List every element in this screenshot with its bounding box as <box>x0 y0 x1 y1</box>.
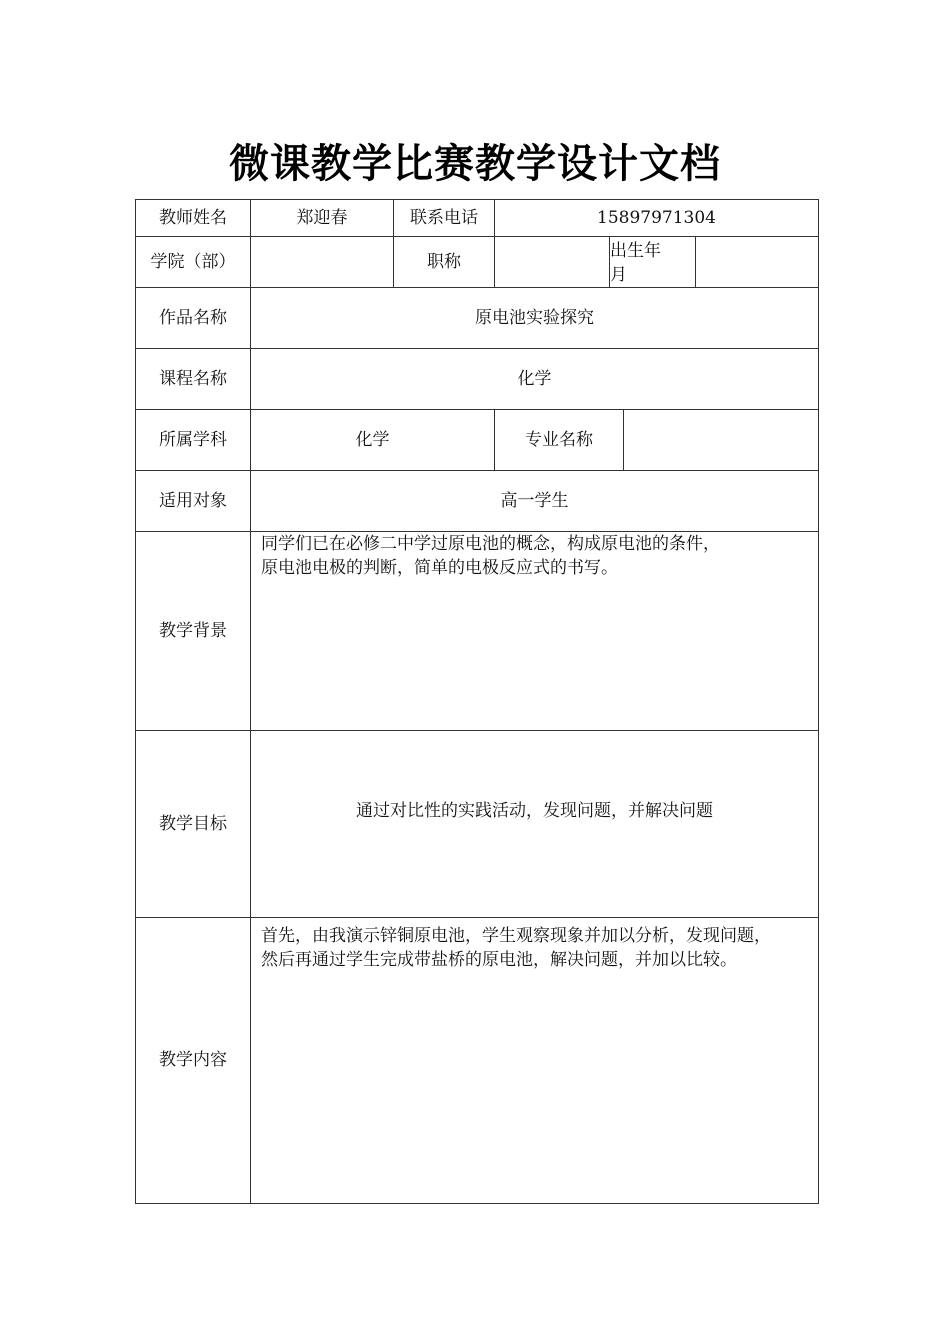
background-line-1: 同学们已在必修二中学过原电池的概念，构成原电池的条件， <box>261 534 720 554</box>
background-line-2: 原电池电极的判断，简单的电极反应式的书写。 <box>261 558 618 578</box>
subject-value: 化学 <box>250 409 495 471</box>
background-label: 教学背景 <box>135 531 251 731</box>
college-label: 学院（部） <box>135 236 251 288</box>
document-title: 微课教学比赛教学设计文档 <box>229 141 721 187</box>
birth-value <box>695 236 819 288</box>
content-value <box>250 917 819 1204</box>
birth-label-line1: 出生年 <box>610 241 661 261</box>
teacher-name-label: 教师姓名 <box>135 199 251 237</box>
major-label: 专业名称 <box>494 409 624 471</box>
phone-value: 15897971304 <box>494 199 819 237</box>
content-line-2: 然后再通过学生完成带盐桥的原电池，解决问题，并加以比较。 <box>261 950 737 970</box>
teacher-name-value: 郑迎春 <box>250 199 394 237</box>
subject-label: 所属学科 <box>135 409 251 471</box>
work-name-label: 作品名称 <box>135 287 251 349</box>
major-value <box>623 409 819 471</box>
goal-label: 教学目标 <box>135 730 251 918</box>
course-name-value: 化学 <box>250 348 819 410</box>
goal-value: 通过对比性的实践活动，发现问题，并解决问题 <box>250 730 819 918</box>
title-label: 职称 <box>393 236 495 288</box>
work-name-value: 原电池实验探究 <box>250 287 819 349</box>
content-label: 教学内容 <box>135 917 251 1204</box>
audience-value: 高一学生 <box>250 470 819 532</box>
audience-label: 适用对象 <box>135 470 251 532</box>
course-name-label: 课程名称 <box>135 348 251 410</box>
birth-label-line2: 月 <box>610 265 627 285</box>
birth-label <box>609 236 696 288</box>
background-value <box>250 531 819 731</box>
title-value <box>494 236 610 288</box>
content-line-1: 首先，由我演示锌铜原电池，学生观察现象并加以分析，发现问题， <box>261 926 771 946</box>
phone-label: 联系电话 <box>393 199 495 237</box>
college-value <box>250 236 394 288</box>
